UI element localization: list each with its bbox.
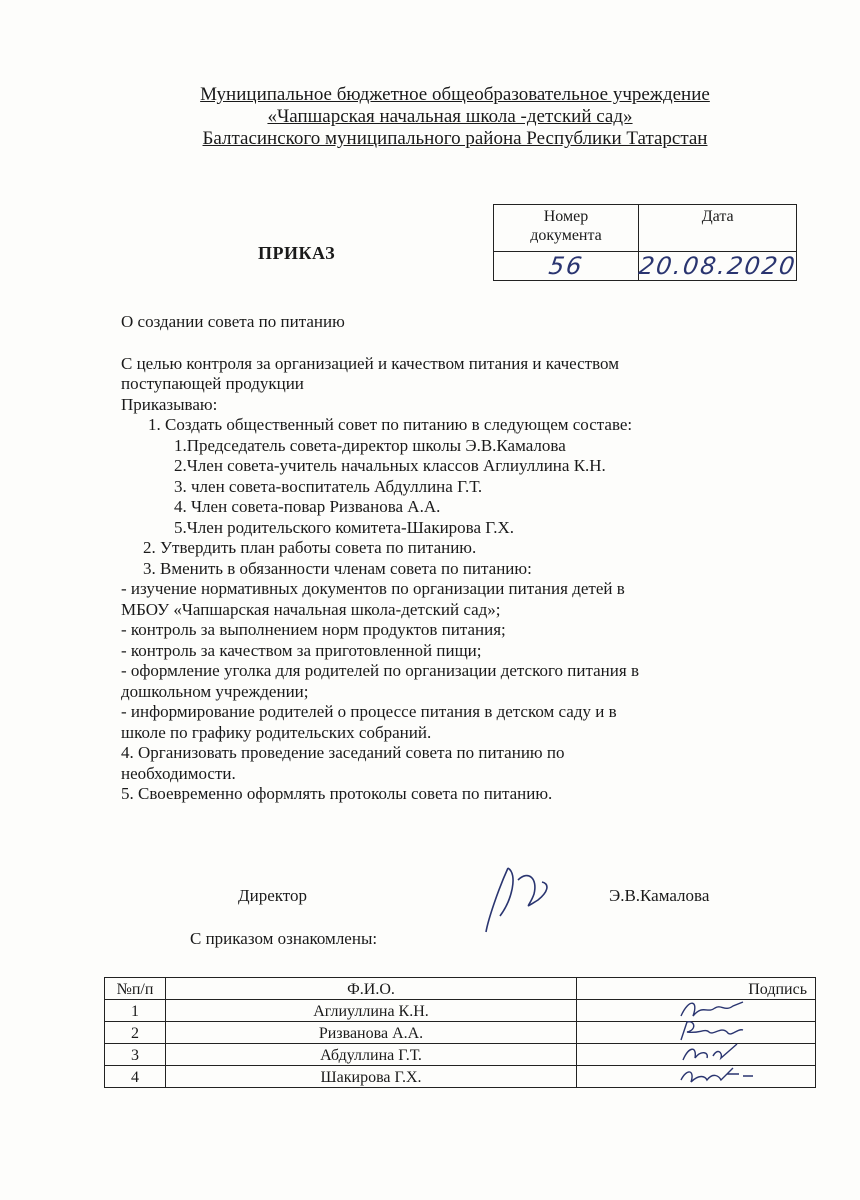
header-line-3: Балтасинского муниципального района Республики Татарстан [202,128,708,149]
row-number: 3 [105,1044,166,1066]
number-header [494,205,639,252]
member-1: 1.Председатель совета-директор школы Э.В.Камалова [174,435,566,455]
col-number-header: №п/п [105,978,166,1000]
row-name: Аглиуллина К.Н. [166,1000,577,1022]
member-4: 4. Член совета-повар Ризванова А.А. [174,497,441,516]
item-4b: необходимости. [121,763,236,783]
duty-4a: - оформление уголка для родителей по организации детского питания в [121,661,639,680]
item-2: 2. Утвердить план работы совета по питанию. [143,538,477,557]
duty-5a: - информирование родителей о процессе питания в детском саду и в [121,702,617,721]
member-5: 5.Член родительского комитета-Шакирова Г.Х. [174,517,514,537]
table-row [105,1066,816,1088]
member-3: 3. член совета-воспитатель Абдуллина Г.Т. [174,476,483,496]
duty-3: - контроль за качеством за приготовленной пищи; [121,640,482,660]
director-name: Э.В.Камалова [609,886,710,905]
document-title: ПРИКАЗ [258,243,336,263]
header-line-1: Муниципальное бюджетное общеобразовательное учреждение [200,84,710,105]
date-header: Дата [639,205,797,252]
number-header-line-1: Номер [543,208,589,225]
director-signature-icon [478,860,568,940]
duty-1b: МБОУ «Чапшарская начальная школа-детский сад»; [121,599,501,619]
col-signature-header: Подпись [577,978,816,1000]
item-1: 1. Создать общественный совет по питанию в следующем составе: [148,415,633,434]
row-name: Абдуллина Г.Т. [166,1044,577,1066]
director-role: Директор [238,886,307,905]
member-2: 2.Член совета-учитель начальных классов Аглиуллина К.Н. [174,456,606,475]
number-header-line-2: документа [530,227,602,244]
item-5: 5. Своевременно оформлять протоколы совета по питанию. [121,784,553,803]
item-3: 3. Вменить в обязанности членам совета по питанию: [143,558,532,578]
duty-1a: - изучение нормативных документов по организации питания детей в [121,579,625,598]
row-number: 1 [105,1000,166,1022]
acquaintance-table [104,977,816,1088]
order-body [121,312,741,805]
col-name-header: Ф.И.О. [166,978,577,1000]
preamble-line-2: поступающей продукции [121,374,304,393]
acquaintance-label: С приказом ознакомлены: [190,929,378,948]
row-number: 2 [105,1022,166,1044]
row-name: Ризванова А.А. [166,1022,577,1044]
date-value: 20.08.2020 [637,252,799,280]
document-number-table [493,204,797,281]
date-value-cell [639,252,797,281]
duty-5b: школе по графику родительских собраний. [121,722,432,742]
duty-2: - контроль за выполнением норм продуктов питания; [121,620,506,639]
number-value-cell [494,252,639,281]
signature-scribble-icon [677,1060,757,1090]
organization-header [0,84,860,150]
row-name: Шакирова Г.Х. [166,1066,577,1088]
number-value: 56 [546,252,586,280]
preamble-line-1: С целью контроля за организацией и качеством питания и качеством [121,353,619,373]
header-line-2: «Чапшарская начальная школа -детский сад» [267,106,633,127]
order-word: Приказываю: [121,394,218,414]
duty-4b: дошкольном учреждении; [121,681,309,701]
row-number: 4 [105,1066,166,1088]
item-4a: 4. Организовать проведение заседаний совета по питанию по [121,743,565,762]
row-signature [577,1066,816,1088]
subject-line: О создании совета по питанию [121,312,345,331]
